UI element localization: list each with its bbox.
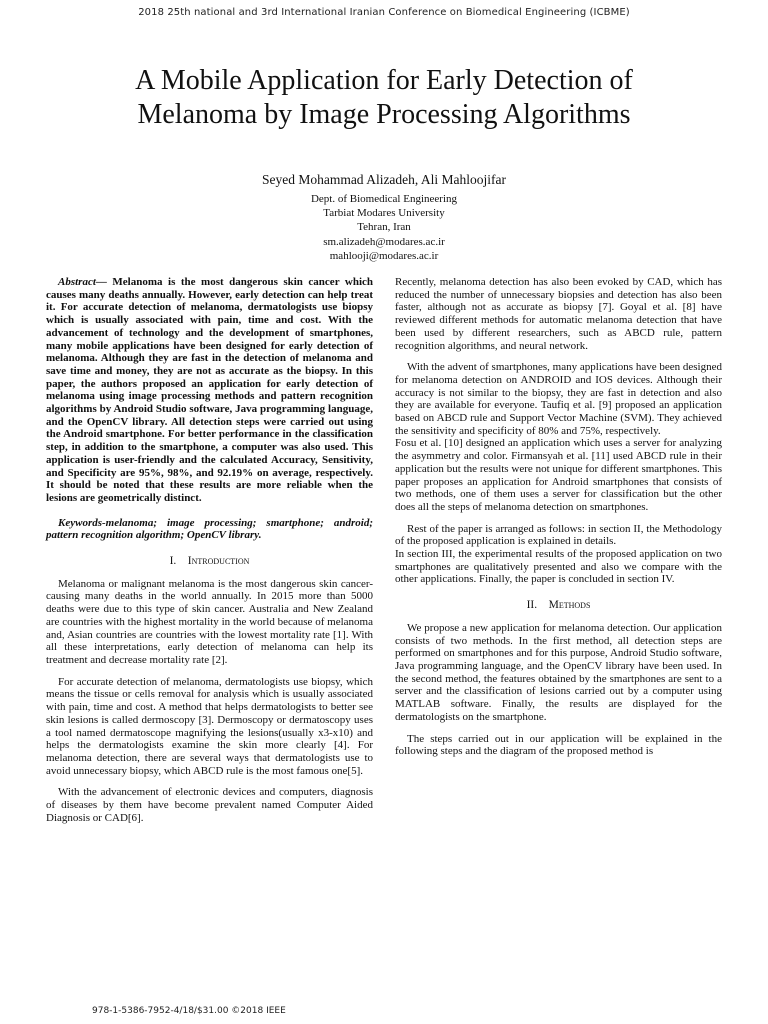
methods-paragraph-2: The steps carried out in our application will be explained in the following steps and the diagram of the proposed method is [395, 732, 722, 758]
section-heading-introduction: I. Introduction [169, 555, 250, 568]
affiliation [0, 192, 768, 263]
intro-paragraph-4: Recently, melanoma detection has also been evoked by CAD, which has reduced the number of unnecessary biopsies and detection has also been faster, although not as accurate as biopsy [7]. Goyal et al. [8] have reviewed different methods for automatic melanoma detection that have been used by different researchers, such as ABCD rule, pattern recognition algorithms, and neural network. [395, 276, 722, 352]
author-email-1: sm.alizadeh@modares.ac.ir [323, 235, 445, 248]
intro-paragraph-7: Rest of the paper is arranged as follows: in section II, the Methodology of the proposed application is explained in details. [395, 522, 722, 548]
abstract [46, 276, 373, 505]
keywords: Keywords-melanoma; image processing; smartphone; android; pattern recognition algorithm; OpenCV library. [46, 516, 373, 542]
abstract-lead: Abstract— [58, 276, 107, 288]
intro-paragraph-2: For accurate detection of melanoma, dermatologists use biopsy, which means the tissue or cells removal for analysis which is usually associated with pain, time and cost. A method that helps dermatologists to better see skin lesions is called dermoscopy [3]. Dermoscopy or dermatoscopy uses a tool named dermatoscope magnifying the lesions(usually x3-x10) and helps the dermatologists examine the skin more clearly [4]. For melanoma detection, there are several ways that dermatologists use to avoid unnecessary biopsy, which ABCD rule is the most famous one[5]. [46, 675, 373, 777]
section-heading-methods: II. Methods [526, 599, 591, 612]
intro-paragraph-5: With the advent of smartphones, many applications have been designed for melanoma detection on ANDROID and IOS devices. Although their accuracy is not similar to the biopsy, they are fast in detection and also they are available for everyone. Taufiq et al. [9] proposed an application based on ABCD rule and Support Vector Machine (SVM). They achieved the sensitivity and specificity of 80% and 75%, respectively. [395, 361, 722, 437]
methods-paragraph-1: We propose a new application for melanoma detection. Our application consists of two methods. In the first method, all detection steps are performed on smartphones and for this purpose, Android Studio software, Java programming language, and the OpenCV library have been used. In the second method, the features obtained by the smartphones are sent to a server and the classification of lesions carried out by a computer using MATLAB software. Finally, the results are displayed for the dermatologists on the smartphone. [395, 621, 722, 723]
intro-paragraph-6: Fosu et al. [10] designed an application which uses a server for analyzing the asymmetry and color. Firmansyah et al. [11] used ABCD rule in their application but the results were not unique for different smartphones. This paper proposes an application for Android smartphones that consists of two methods, one of them uses a server for classification but the other does all the steps of melanoma detection on smartphones. [395, 437, 722, 513]
author-email-2: mahlooji@modares.ac.ir [329, 249, 439, 262]
intro-paragraph-1: Melanoma or malignant melanoma is the most dangerous skin cancer-causing many deaths in the world annually. In 2015 more than 5000 deaths were due to this type of skin cancer. Australia and New Zealand are countries with the highest mortality in the world because of melanoma and, Asian countries are countries with the lowest mortality rate [1]. With all these interpretations, early detection of melanoma can help its treatment and decrease mortality rate [2]. [46, 577, 373, 666]
conference-header: 2018 25th national and 3rd International Iranian Conference on Biomedical Engineering (ICBME) [138, 7, 630, 18]
intro-paragraph-3: With the advancement of electronic devices and computers, diagnosis of diseases by them have become prevalent named Computer Aided Diagnosis or CAD[6]. [46, 786, 373, 824]
intro-paragraph-8: In section III, the experimental results of the proposed application on two smartphones are qualitatively presented and also we compare with the other applications. Finally, the paper is concluded in section IV. [395, 548, 722, 586]
paper-title [60, 64, 708, 132]
affiliation-university: Tarbiat Modares University [323, 207, 445, 220]
affiliation-department: Dept. of Biomedical Engineering [310, 193, 457, 205]
title-line-2: Melanoma by Image Processing Algorithms [137, 99, 631, 130]
authors: Seyed Mohammad Alizadeh, Ali Mahloojifar [261, 172, 507, 187]
title-line-1: A Mobile Application for Early Detection of [135, 65, 633, 96]
abstract-text: Melanoma is the most dangerous skin cancer which causes many deaths annually. However, early detection can help treat it. For accurate detection of melanoma, dermatologists use biopsy which is usually associated with pain, time and cost. With the advancement of technology and the development of smartphones, many mobile applications have been designed for early detection of melanoma. Although they are fast in the detection of melanoma and save time and money, they are not as accurate as the biopsy. In this paper, the authors proposed an application for early detection of melanoma using image processing methods and pattern recognition algorithms by Android Studio software, Java programming language, and the OpenCV library. All detection steps were carried out using the Android smartphone. For better performance in the classification step, in addition to the smartphone, a computer was also used. This application is user-friendly and the calculated Accuracy, Sensitivity, and Specificity are 95%, 98%, and 92.19% on average, respectively. It should be noted that these results are more reliable when the lesions are geometrically distinct. [46, 276, 373, 504]
copyright-footer: 978-1-5386-7952-4/18/$31.00 ©2018 IEEE [92, 1006, 286, 1016]
right-column [395, 276, 722, 758]
affiliation-city: Tehran, Iran [357, 221, 411, 234]
left-column [46, 276, 373, 824]
